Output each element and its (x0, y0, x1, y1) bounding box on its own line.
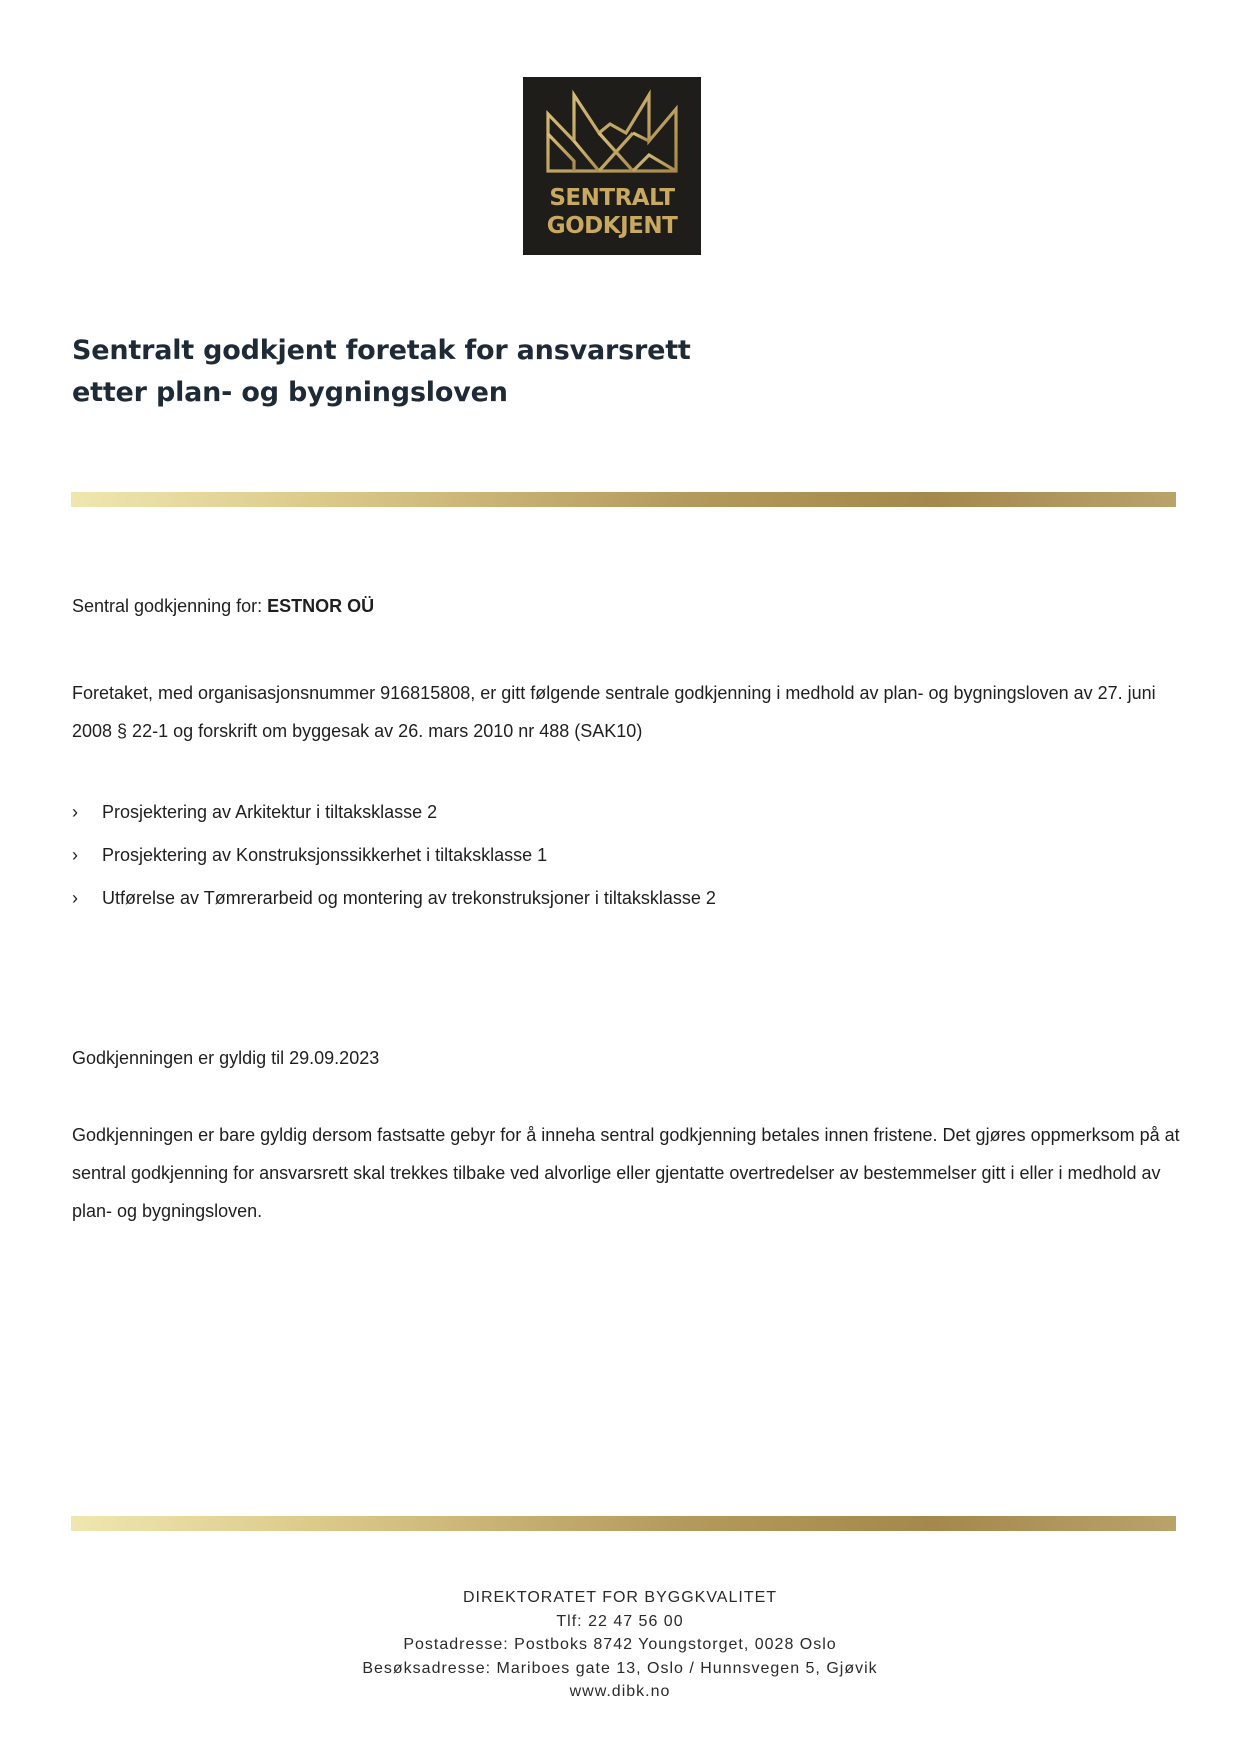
gold-divider-bottom (71, 1516, 1176, 1531)
footer (0, 1586, 1240, 1704)
footer-org: DIREKTORATET FOR BYGGKVALITET (462, 1589, 778, 1606)
list-item (72, 841, 716, 884)
fees-paragraph: Godkjenningen er bare gyldig dersom fastsatte gebyr for å inneha sentral godkjenning betales innen fristene. Det gjøres oppmerksom på at sentral godkjenning for ansvarsrett skal trekkes tilbake ved alvorlige eller gjentatte overtredelser av bestemmelser gitt i eller i medhold av plan- og bygningsloven. (72, 1125, 1180, 1221)
organisation-paragraph: Foretaket, med organisasjonsnummer 916815808, er gitt følgende sentrale godkjenning i medhold av plan- og bygningsloven av 27. juni 2008 § 22-1 og forskrift om byggesak av 26. mars 2010 nr 488 (SAK10) (72, 683, 1156, 741)
list-item (72, 798, 716, 841)
approval-line (72, 593, 374, 619)
document-title (72, 330, 691, 414)
footer-postal-address: Postadresse: Postboks 8742 Youngstorget, 0028 Oslo (403, 1636, 837, 1653)
bullet-chevron: › (72, 845, 78, 865)
bullet-chevron: › (72, 802, 78, 822)
logo-text-line-2: GODKJENT (546, 213, 678, 239)
footer-website: www.dibk.no (569, 1683, 671, 1700)
sentralt-godkjent-logo (523, 77, 701, 255)
approval-list (72, 798, 716, 927)
bullet-chevron: › (72, 888, 78, 908)
footer-visiting-address: Besøksadresse: Mariboes gate 13, Oslo / Hunnsvegen 5, Gjøvik (362, 1659, 878, 1677)
logo-text-line-1: SENTRALT (549, 185, 675, 211)
list-item-text: Utførelse av Tømrerarbeid og montering av trekonstruksjoner i tiltaksklasse 2 (102, 888, 716, 908)
gold-divider-top (71, 492, 1176, 507)
list-item-text: Prosjektering av Arkitektur i tiltaksklasse 2 (102, 802, 438, 822)
validity-line: Godkjenningen er gyldig til 29.09.2023 (72, 1048, 380, 1068)
title-line-2: etter plan- og bygningsloven (72, 377, 508, 408)
footer-phone: Tlf: 22 47 56 00 (556, 1612, 684, 1630)
list-item-text: Prosjektering av Konstruksjonssikkerhet i tiltaksklasse 1 (102, 845, 548, 865)
list-item (72, 884, 716, 927)
company-name: ESTNOR OÜ (267, 596, 375, 616)
title-line-1: Sentralt godkjent foretak for ansvarsrett (72, 335, 691, 366)
approval-label: Sentral godkjenning for: (72, 596, 268, 616)
